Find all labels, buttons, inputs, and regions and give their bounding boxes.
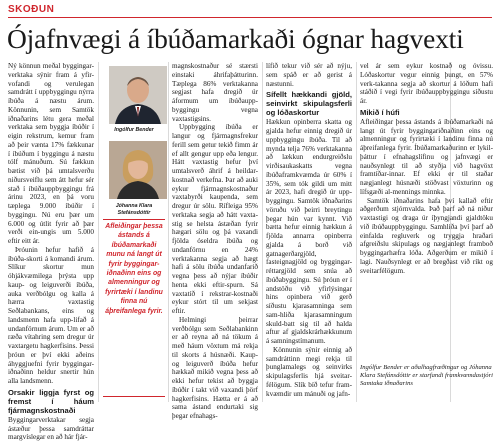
- column-4: [360, 62, 493, 362]
- section-kicker: SKOÐUN: [8, 4, 55, 15]
- paragraph: Afleiðingar þessa ástands á íbúðamarkaði ná langt út fyrir byggingariðnaðinn eins og almenningur og fyrirtæki í landinu finna nú áþreifanlega fyrir. Íbúðamarkaðurinn er lykil-þáttur í efnahagslífinu og jafnvægi er nauðsynlegt til að styðja við hagvöxt framtíðar-innar. Ef ekki er til staðar nægjanlegt húsnæði stöðvast vöxturinn og lífsgæði al-mennings minnka.: [360, 117, 493, 196]
- paragraph: Helmingi þeirrar verðbólgu sem Seðlabankinn er að reyna að ná tökum á með háum vöxtum má rekja til skorts á húsnæði. Kaup- og leiguverð íbúða hefur hækkað mikið vegna þess að ekki hefur tekist að byggja íbúðir í takt við vaxandi þörf hagkerfisins. Hætta er á að sama ástand endurtaki sig þegar efnahags-: [172, 315, 258, 420]
- paragraph: vel ár sem eykur kostnað og óvissu. Lóðaskortur vegur einnig þungt, en 57% verk-takanna segja að skortur á lóðum hafi stáðið í vegi fyrir íbúðauppbyggingu síðustu ár.: [360, 62, 493, 105]
- subheading: Sífellt hækkandi gjöld, seinvirkt skipulagsferli og lóðaskortur: [266, 90, 352, 118]
- author-caption-1: Ingólfur Bender: [114, 127, 154, 133]
- column-1: [8, 62, 94, 442]
- paragraph: magnskostnaður sé stærsti einstaki áhrifaþátturinn. Tæplega 86% verktakanna segjast hafa dregið úr áformum um íbúðaupp-byggingu vegna vaxtastigsins.: [172, 62, 258, 123]
- kicker-rule: [8, 17, 492, 18]
- paragraph: Samtök iðnaðarins hafa því kallað eftir aðgerðum stjórnvalda. Það þarf að ná niður vaxtastigi og draga úr íþyngjandi gjaldtöku við íbúðauppbyggingu. Samhliða því þarf að einfalda regluverk og tryggja hraðari afgreiðslu skipulags og nægjanlegt framboð byggingarhæfra lóða. Aðgerðum er mikið í lagi. Nauðsynlegt er að bregðast við ríkt og sveitarfélögum.: [360, 196, 493, 275]
- paragraph: Ný könnun meðal byggingar-verktaka sýnir fram á yfir-vofandi og verulegan samdrátt í uppbyggingu nýrra íbúða á næstu árum. Könnunin, sem Samtök iðnaðarins létu gera meðal verktaka sem byggja íbúðir í eigin rekstrum, kemur fram að þeir vænta 17% fækkunar í íbúðum í byggingu á næstu tólf mánuðum. Sú fækkun bætist við þá umtalsverðu niðursveiflu sem átt hefur sér stað í íbúðauppbyggingu frá árinu 2023, en þá voru tæplega 9.000 íbúðir í byggingu. Nú eru þær um 6.000 og útlit fyrir að þær verði ein-ungis um 5.000 eftir eitt ár.: [8, 62, 94, 245]
- paragraph: Hækkun opinberra skatta og gjalda hefur einnig dregið úr uppbyggingu íbúða. Til að mynda telja 76% verktakanna að lækkun endurgreiðslu virðisaukaskatts vegna íbúðaframkvæmda úr 60% í 35%, sem tók gildi um mitt ár 2023, hafi dregið úr upp-byggingu. Samtök iðnaðarins vöruðu við þeirri breytingu þegar hún var kynnt. Við bætta hefur einnig hækkun á fjölda annarra opinberra gjalda á borð við gatnagerðargjöld, fasteignagjöld og byggingar-réttargjöld sem snúa að íbúðabyggingu. Sú þróun er í andstöðu við yfirlýsingar hins opinbera við gerð síðustu kjarasamninga sem sam-hliða kjarasamningum skuld-batt sig til að halda aftur af gjaldskrárhækkunum á samningstímanum.: [266, 118, 352, 345]
- quote-rule-bottom: [103, 396, 165, 397]
- column-3: [266, 62, 352, 402]
- paragraph: Þróunin hefur hafið á íbúða-skorti á komandi árum. Slíkur skortur mun óhjákvæmilega þrýsta upp kaup- og leiguverði íbúða, auka verðbólgu og kalla á hærra vaxtastig Seðlabankans, eins og landsmenn hafa upp-lifað á undanförnum árum. Um er að ræða vítahring sem dregur úr vaxtargetu hagkerfisins. Þessi þróun er því ekki aðeins áhyggjuefni fyrir byggingar-iðnaðinn heldur snertir hún alla landsmenn.: [8, 245, 94, 385]
- author-byline: Ingólfur Bender er aðalhagfræðingur og Jóhanna Klara Stefánsdóttir er starfandi framkvæmdastjóri Samtaka iðnaðarins: [360, 364, 493, 387]
- quote-rule-top: [103, 219, 165, 220]
- paragraph: lífið tekur við sér að nýju, sem spáð er að gerist á næstunni.: [266, 62, 352, 88]
- paragraph: Byggingarverktakar segja ástæður þessa samdráttar margvíslegar en að hár fjár-: [8, 415, 94, 442]
- column-divider: [262, 62, 263, 402]
- paragraph: Könnunin sýnir einnig að samdráttinn megi rekja til þunglamalegs og seinvirks skipulagsferlis hjá sveitar-félögum. Slík bíð tefur fram-kvæmdir um mánuði og jafn-: [266, 345, 352, 398]
- pull-quote: Afleiðingar þessa ástands á íbúðamarkaði munu ná langt út fyrir byggingar-iðnaðinn eins og almenningur og fyrirtæki í landinu finna nú áþreifanlega fyrir.: [105, 223, 163, 315]
- column-2: [172, 62, 258, 420]
- portrait-woman-icon: [109, 141, 167, 199]
- author-caption-2: Jóhanna Klara Stefánsdóttir: [115, 203, 153, 216]
- author-photo-2: [109, 141, 167, 199]
- headline: Ójafnvægi á íbúðamarkaði ógnar hagvexti: [7, 23, 464, 54]
- column-divider: [98, 62, 99, 402]
- subheading: Orsakir liggja fyrst og fremst í háum fjármagnskostnaði: [8, 387, 94, 415]
- subheading: Mikið í húfi: [360, 107, 400, 117]
- column-divider: [168, 62, 169, 402]
- paragraph: Uppbygging íbúða er langur og fjármagnsfrekur ferill sem getur tekið fimm ár ef allt gengur upp eða lengur. Hátt vaxtastig hefur því umtalsverð áhrif á heildar-kostnað verkefna. Þar að auki eykur fjármagnskostnaður vaxtabyrði kaupenda, sem dregur úr sölu. Rífleiga 95% verktaka segja að hátt vaxta-stig se helsta ástæðan fyrir hægari sölu og þá vaxandi fjölda óseldra íbúða og undanförnu en 24% verktakanna segja að hægt hafi á sölu íbúða undanfarið vegna þess að nýjar íbúðir henta ekki eftir-spurn. Sá vaxtatíð í rekstrar-kostnaði eykur stórt til um sekjast eftir.: [172, 123, 258, 315]
- column-divider: [356, 62, 357, 402]
- author-photo-1: [109, 66, 167, 124]
- portrait-man-icon: [109, 66, 167, 124]
